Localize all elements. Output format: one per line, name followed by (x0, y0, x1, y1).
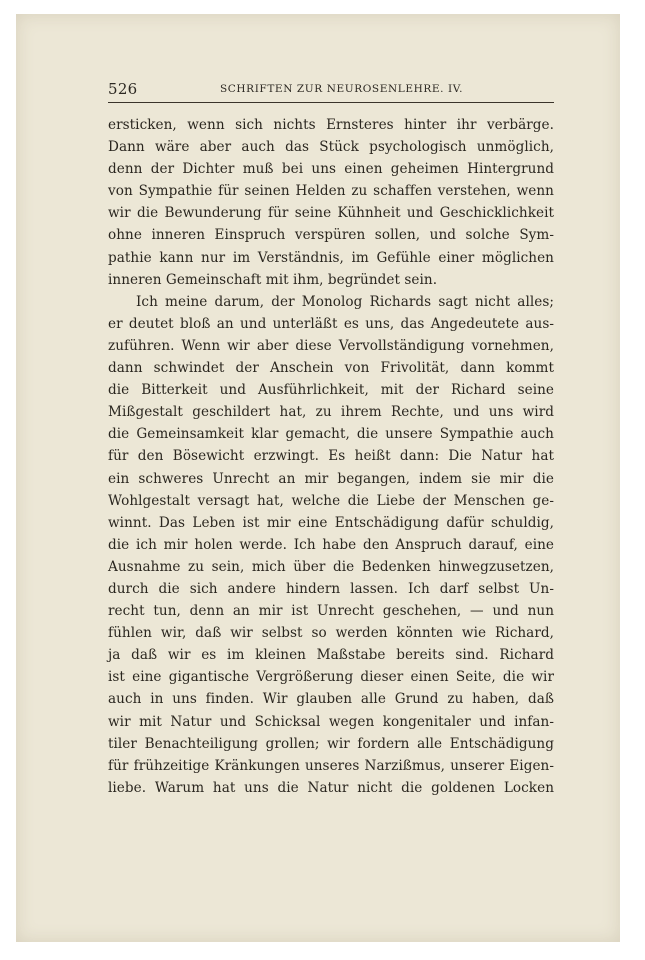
text-line: Wohlgestalt versagt hat, welche die Liebe der Menschen ge- (108, 492, 554, 509)
text-line: die Bitterkeit und Ausführlichkeit, mit der Richard seine (108, 382, 554, 399)
text-line: winnt. Das Leben ist mir eine Entschädigung dafür schuldig, (108, 514, 554, 531)
text-line: er deutet bloß an und unterläßt es uns, das Angedeutete aus- (108, 315, 554, 332)
page-number: 526 (108, 80, 138, 98)
text-line: pathie kann nur im Verständnis, im Gefühle einer möglichen (108, 249, 554, 266)
running-head: SCHRIFTEN ZUR NEUROSENLEHRE. IV. (220, 83, 464, 95)
text-line: ohne inneren Einspruch verspüren sollen, und solche Sym- (108, 227, 554, 244)
text-line: durch die sich andere hindern lassen. Ich darf selbst Un- (108, 580, 554, 597)
text-line: für frühzeitige Kränkungen unseres Narzißmus, unserer Eigen- (108, 757, 554, 774)
text-line: denn der Dichter muß bei uns einen geheimen Hintergrund (108, 161, 554, 178)
text-line: von Sympathie für seinen Helden zu schaffen verstehen, wenn (108, 183, 554, 200)
text-line: tiler Benachteiligung grollen; wir fordern alle Entschädigung (108, 735, 554, 752)
body-text (108, 114, 554, 799)
text-line: ein schweres Unrecht an mir begangen, indem sie mir die (108, 470, 554, 487)
text-line: die Gemeinsamkeit klar gemacht, die unsere Sympathie auch (108, 426, 554, 443)
text-line: wir die Bewunderung für seine Kühnheit und Geschicklichkeit (108, 205, 554, 222)
text-line: ist eine gigantische Vergrößerung dieser einen Seite, die wir (108, 669, 554, 686)
text-line: Dann wäre aber auch das Stück psychologisch unmöglich, (108, 139, 554, 156)
text-line: Mißgestalt geschildert hat, zu ihrem Rechte, und uns wird (108, 404, 554, 421)
text-line: dann schwindet der Anschein von Frivolität, dann kommt (108, 360, 554, 377)
text-line: auch in uns finden. Wir glauben alle Grund zu haben, daß (108, 691, 554, 708)
text-line: Ich meine darum, der Monolog Richards sagt nicht alles; (136, 293, 554, 310)
text-line: ersticken, wenn sich nichts Ernsteres hinter ihr verbärge. (108, 117, 554, 133)
text-line: ja daß wir es im kleinen Maßstabe bereits sind. Richard (108, 647, 554, 664)
text-line: zuführen. Wenn wir aber diese Vervollständigung vornehmen, (108, 337, 554, 354)
text-line: die ich mir holen werde. Ich habe den Anspruch darauf, eine (108, 536, 554, 553)
text-line: wir mit Natur und Schicksal wegen kongenitaler und infan- (108, 713, 554, 730)
text-line: liebe. Warum hat uns die Natur nicht die goldenen Locken (108, 779, 554, 796)
text-line: Ausnahme zu sein, mich über die Bedenken hinwegzusetzen, (108, 558, 554, 575)
text-line: für den Bösewicht erzwingt. Es heißt dann: Die Natur hat (108, 448, 554, 465)
page-header (108, 80, 554, 103)
text-line: recht tun, denn an mir ist Unrecht geschehen, — und nun (108, 603, 554, 620)
text-line: fühlen wir, daß wir selbst so werden könnten wie Richard, (108, 625, 554, 642)
text-line: inneren Gemeinschaft mit ihm, begründet sein. (108, 271, 438, 288)
